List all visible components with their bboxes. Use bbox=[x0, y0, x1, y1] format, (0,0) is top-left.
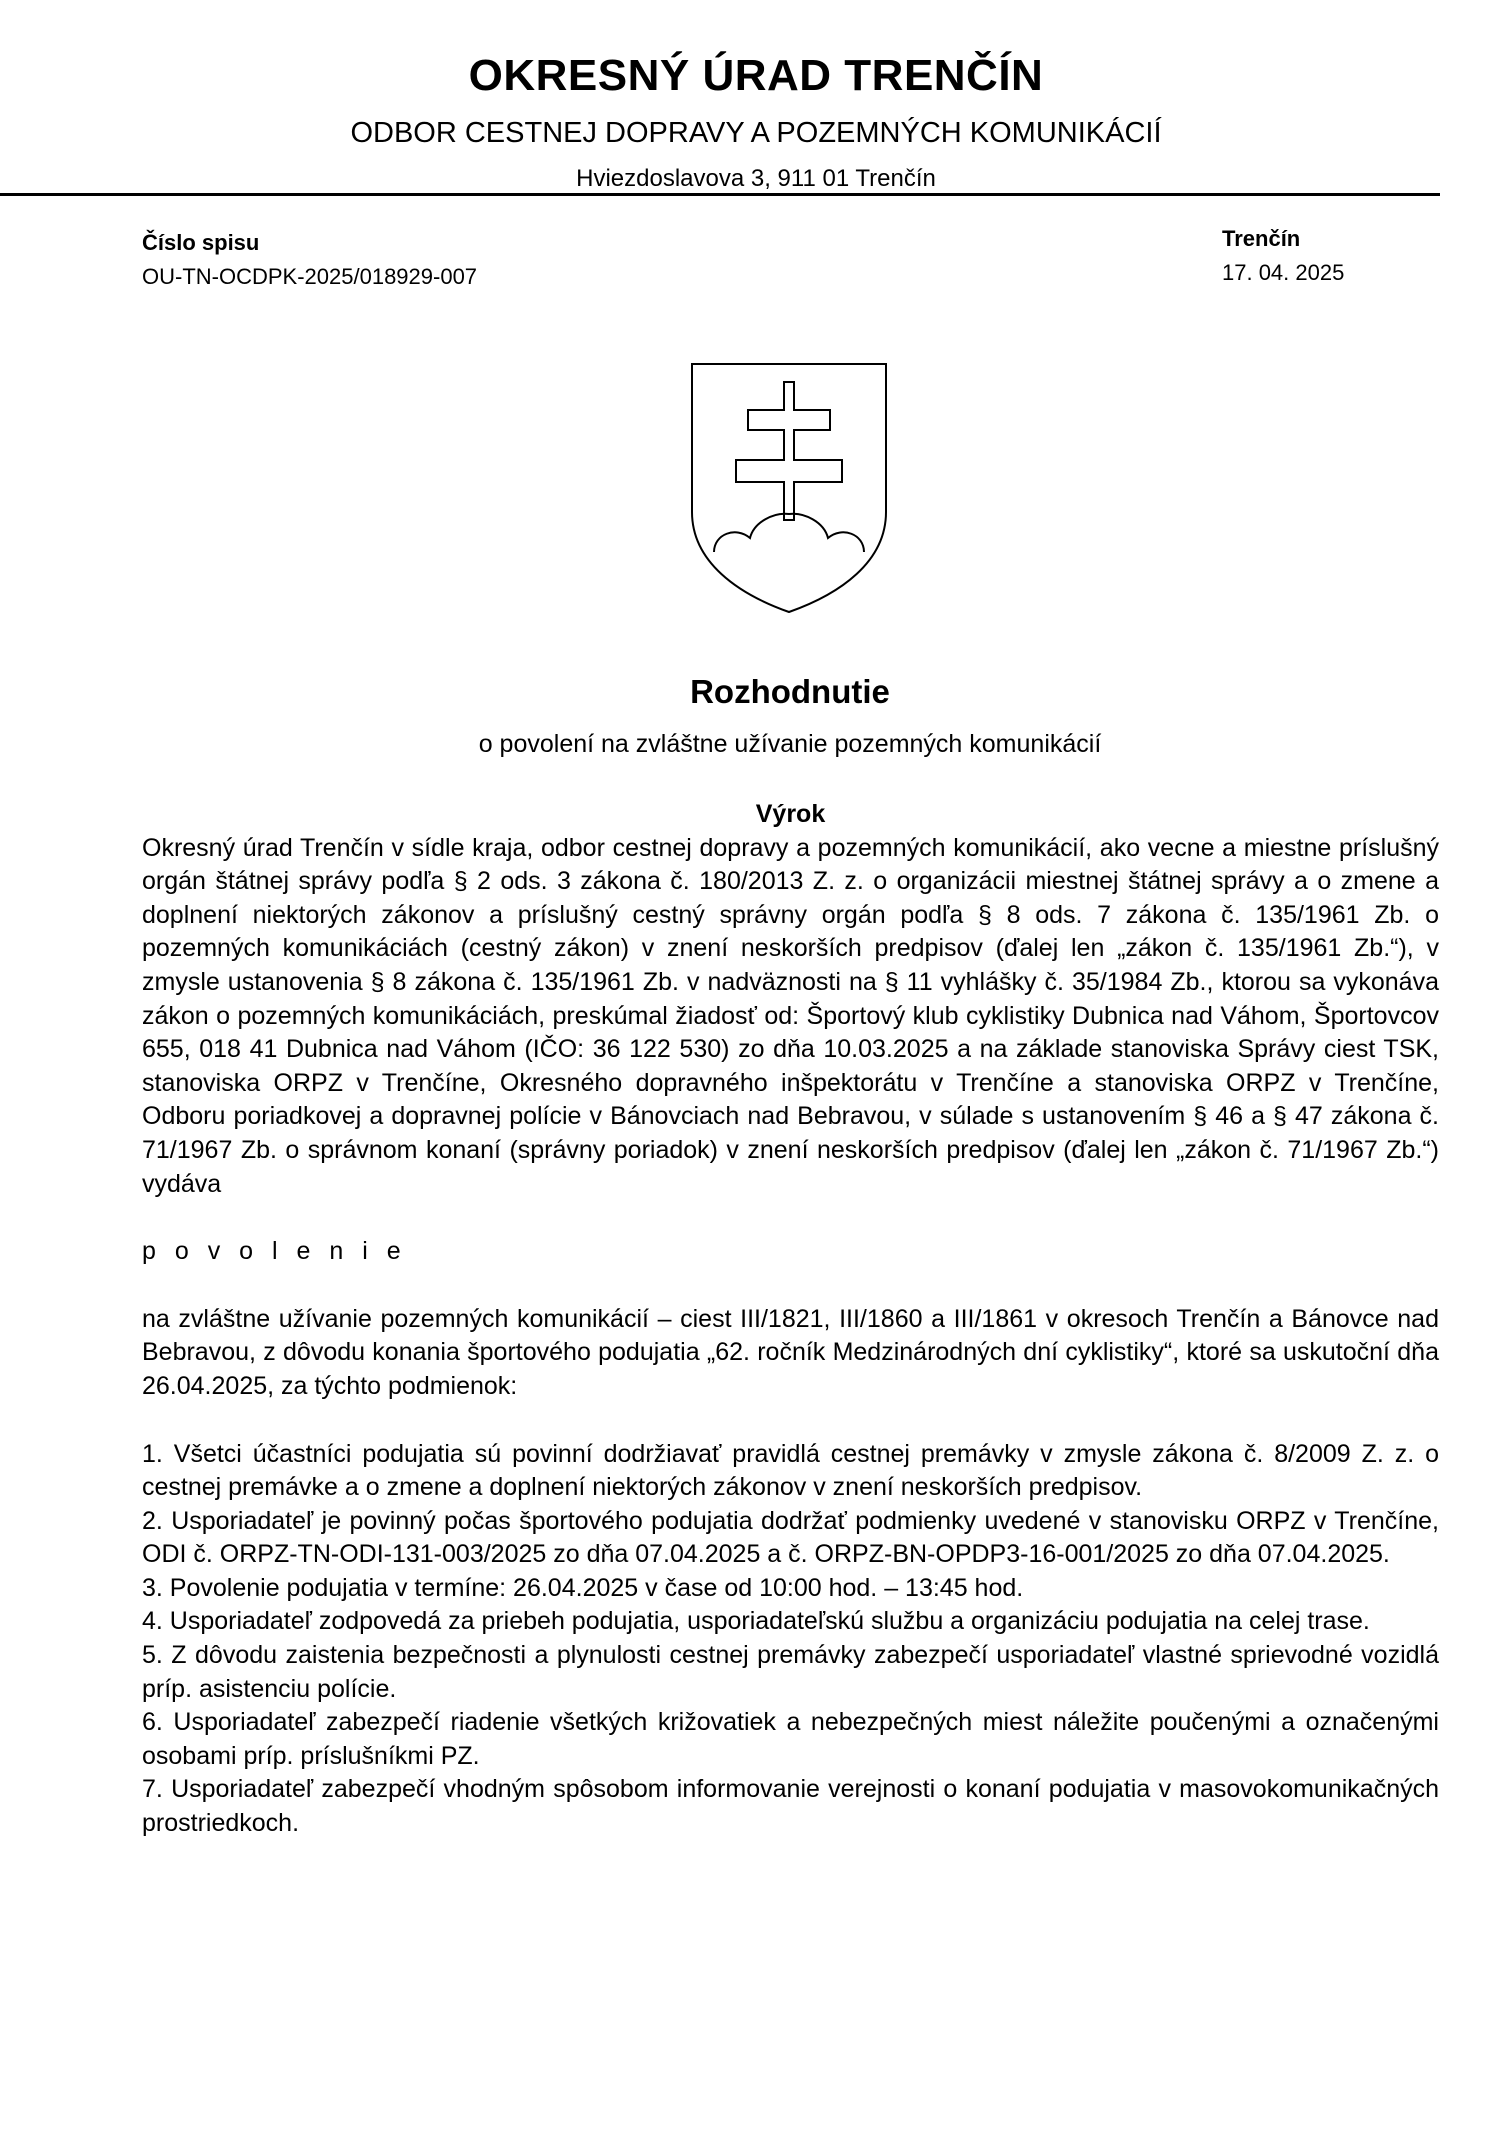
header-divider bbox=[0, 193, 1440, 196]
authority-name: OKRESNÝ ÚRAD TRENČÍN bbox=[468, 51, 1044, 100]
decision-subtitle: o povolení na zvláštne užívanie pozemných komunikácií bbox=[478, 730, 1102, 758]
issue-date: 17. 04. 2025 bbox=[1222, 260, 1345, 285]
spacer bbox=[142, 1201, 1439, 1235]
verdict-heading: Výrok bbox=[755, 800, 826, 828]
conditions-list bbox=[142, 1438, 1439, 1841]
decision-title-block bbox=[0, 670, 1512, 762]
spacer bbox=[142, 1269, 1439, 1303]
decision-body bbox=[142, 798, 1439, 1841]
condition-item: 5. Z dôvodu zaistenia bezpečnosti a plynulosti cestnej premávky zabezpečí usporiadateľ vlastné sprievodné vozidlá príp. asistenciu polície. bbox=[142, 1641, 1439, 1703]
decision-word: p o v o l e n i e bbox=[142, 1237, 407, 1266]
department-name: ODBOR CESTNEJ DOPRAVY A POZEMNÝCH KOMUNIKÁCIÍ bbox=[350, 117, 1162, 149]
condition-item: 1. Všetci účastníci podujatia sú povinní dodržiavať pravidlá cestnej premávky v zmysle zákona č. 8/2009 Z. z. o cestnej premávke a o zmene a doplnení niektorých zákonov v znení neskorších predpisov. bbox=[142, 1439, 1439, 1502]
place-date-block bbox=[1222, 222, 1344, 290]
file-number-block bbox=[142, 226, 477, 294]
issue-place: Trenčín bbox=[1222, 226, 1301, 251]
condition-item: 6. Usporiadateľ zabezpečí riadenie všetkých križovatiek a nebezpečných miest náležite poučenými a označenými osobami príp. príslušníkmi PZ. bbox=[142, 1708, 1439, 1770]
file-number: OU-TN-OCDPK-2025/018929-007 bbox=[142, 264, 478, 289]
file-number-label: Číslo spisu bbox=[142, 230, 260, 255]
slovak-coat-of-arms-icon bbox=[690, 362, 888, 614]
condition-item: 3. Povolenie podujatia v termíne: 26.04.2025 v čase od 10:00 hod. – 13:45 hod. bbox=[142, 1573, 1024, 1602]
decision-title: Rozhodnutie bbox=[690, 673, 890, 710]
permit-scope: na zvláštne užívanie pozemných komunikácií – ciest III/1821, III/1860 a III/1861 v okresoch Trenčín a Bánovce nad Bebravou, z dôvodu konania športového podujatia „62. ročník Medzinárodných dní cyklistiky“, ktoré sa uskutoční dňa 26.04.2025, za týchto podmienok: bbox=[142, 1304, 1439, 1400]
letterhead bbox=[0, 46, 1512, 196]
condition-item: 2. Usporiadateľ je povinný počas športového podujatia dodržať podmienky uvedené v stanovisku ORPZ v Trenčíne, ODI č. ORPZ-TN-ODI-131-003/2025 zo dňa 07.04.2025 a č. ORPZ-BN-OPDP3-16-001/2025 zo dňa 07.04.2025. bbox=[142, 1506, 1439, 1569]
verdict-intro: Okresný úrad Trenčín v sídle kraja, odbor cestnej dopravy a pozemných komunikácií, ako vecne a miestne príslušný orgán štátnej správy podľa § 2 ods. 3 zákona č. 180/2013 Z. z. o organizácii miestnej štátnej správy a o zmene a doplnení niektorých zákonov a príslušný cestný správny orgán podľa § 8 ods. 7 zákona č. 135/1961 Zb. o pozemných komunikáciách (cestný zákon) v znení neskorších predpisov (ďalej len „zákon č. 135/1961 Zb.“), v zmysle ustanovenia § 8 zákona č. 135/1961 Zb. v nadväznosti na § 11 vyhlášky č. 35/1984 Zb., ktorou sa vykonáva zákon o pozemných komunikáciách, preskúmal žiadosť od: Športový klub cyklistiky Dubnica nad Váhom, Športovcov 655, 018 41 Dubnica nad Váhom (IČO: 36 122 530) zo dňa 10.03.2025 a na základe stanoviska Správy ciest TSK, stanoviska ORPZ v Trenčíne, Okresného dopravného inšpektorátu v Trenčíne a stanoviska ORPZ v Trenčíne, Odboru poriadkovej a dopravnej polície v Bánovciach nad Bebravou, v súlade s ustanovením § 46 a § 47 zákona č. 71/1967 Zb. o správnom konaní (správny poriadok) v znení neskorších predpisov (ďalej len „zákon č. 71/1967 Zb.“) vydáva bbox=[142, 833, 1439, 1198]
authority-address: Hviezdoslavova 3, 911 01 Trenčín bbox=[576, 165, 936, 192]
condition-item: 4. Usporiadateľ zodpovedá za priebeh podujatia, usporiadateľskú službu a organizáciu podujatia na celej trase. bbox=[142, 1607, 1370, 1636]
condition-item: 7. Usporiadateľ zabezpečí vhodným spôsobom informovanie verejnosti o konaní podujatia v masovokomunikačných prostriedkoch. bbox=[142, 1775, 1439, 1838]
spacer bbox=[142, 1404, 1439, 1438]
